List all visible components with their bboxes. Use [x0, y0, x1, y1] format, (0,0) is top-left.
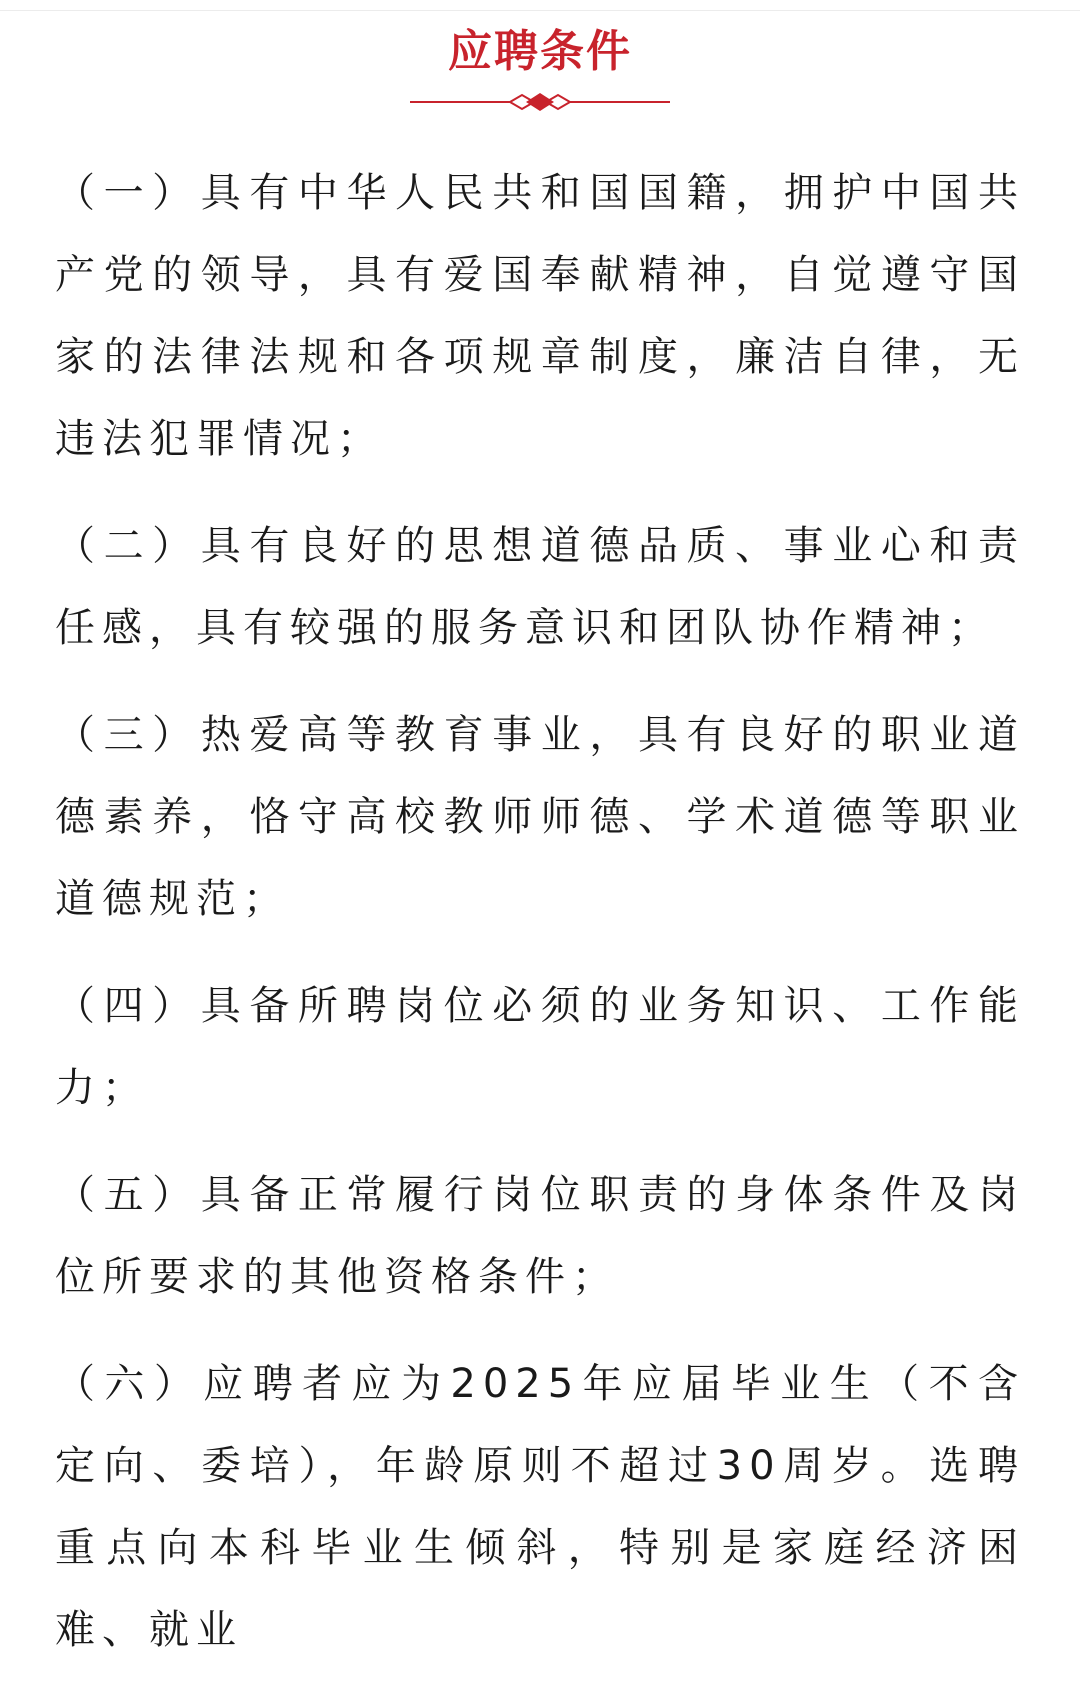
condition-item-2: （二）具有良好的思想道德品质、事业心和责任感，具有较强的服务意识和团队协作精神； [55, 523, 1025, 651]
condition-item-5: （五）具备正常履行岗位职责的身体条件及岗位所要求的其他资格条件； [55, 1172, 1025, 1300]
conditions-list [55, 152, 1025, 1696]
condition-item-1: （一）具有中华人民共和国国籍，拥护中国共产党的领导，具有爱国奉献精神，自觉遵守国家的法律法规和各项规章制度，廉洁自律，无违法犯罪情况； [55, 170, 1025, 462]
condition-item-6: （六）应聘者应为2025年应届毕业生（不含定向、委培），年龄原则不超过30周岁。选聘重点向本科毕业生倾斜，特别是家庭经济困难、就业 [55, 1361, 1025, 1653]
top-divider [0, 10, 1080, 11]
condition-item-4: （四）具备所聘岗位必须的业务知识、工作能力； [55, 983, 1025, 1111]
section-title: 应聘条件 [448, 26, 632, 77]
condition-item-3: （三）热爱高等教育事业，具有良好的职业道德素养，恪守高校教师师德、学术道德等职业道德规范； [55, 712, 1025, 922]
title-ornament-icon [410, 92, 670, 112]
